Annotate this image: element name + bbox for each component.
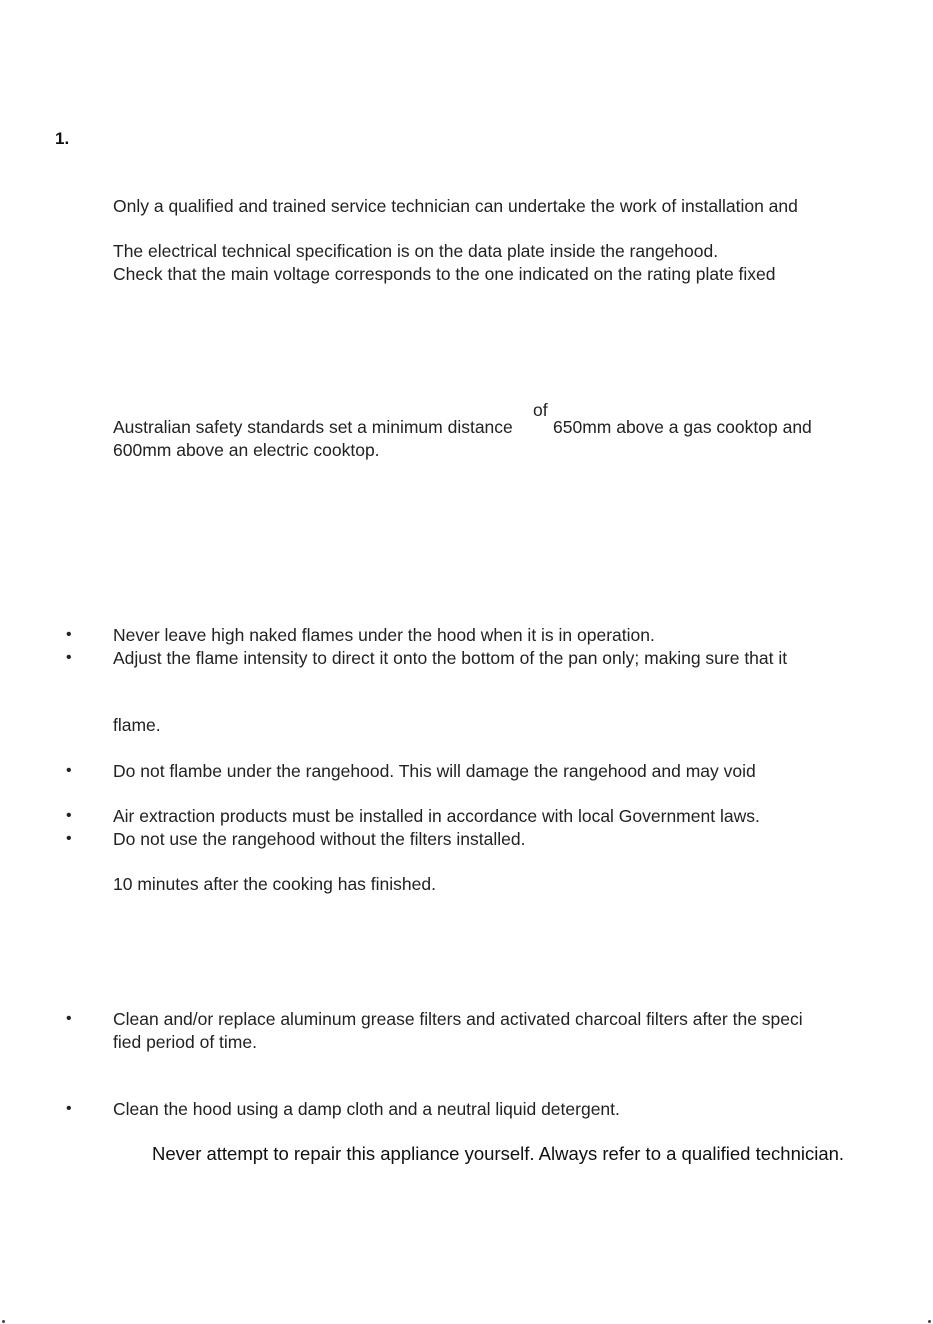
text-line: flame. <box>113 715 161 735</box>
text-line: Do not use the rangehood without the filters installed. <box>113 829 526 849</box>
section-number: 1. <box>55 129 70 148</box>
text-line: Air extraction products must be installed in accordance with local Government laws. <box>113 806 760 826</box>
text-line: 600mm above an electric cooktop. <box>113 440 380 460</box>
bullet: • <box>66 626 72 643</box>
bullet: • <box>66 1100 72 1117</box>
text-line: Never leave high naked flames under the hood when it is in operation. <box>113 625 655 645</box>
bullet: • <box>66 1010 72 1027</box>
text-line: 650mm above a gas cooktop and <box>553 417 812 437</box>
text-line: Clean the hood using a damp cloth and a neutral liquid detergent. <box>113 1099 620 1119</box>
text-line: Clean and/or replace aluminum grease filters and activated charcoal filters after the speci <box>113 1009 803 1029</box>
text-fragment-of: of <box>533 400 548 420</box>
text-line: Adjust the flame intensity to direct it onto the bottom of the pan only; making sure that it <box>113 648 788 668</box>
bullet: • <box>66 830 72 847</box>
corner-dot <box>2 1320 5 1323</box>
text-line: 10 minutes after the cooking has finished. <box>113 874 436 894</box>
warning-text: Never attempt to repair this appliance yourself. Always refer to a qualified technician. <box>152 1143 845 1164</box>
bullet: • <box>66 649 72 666</box>
text-line: fied period of time. <box>113 1032 257 1052</box>
text-line: Australian safety standards set a minimum distance <box>113 417 513 437</box>
bullet: • <box>66 807 72 824</box>
text-line: Only a qualified and trained service technician can undertake the work of installation and <box>113 196 798 216</box>
corner-dot <box>928 1320 931 1323</box>
bullet: • <box>66 762 72 779</box>
text-line: Do not flambe under the rangehood. This will damage the rangehood and may void <box>113 761 756 781</box>
text-line: The electrical technical specification is on the data plate inside the rangehood. <box>113 241 719 261</box>
text-line: Check that the main voltage corresponds to the one indicated on the rating plate fixed <box>113 264 776 284</box>
